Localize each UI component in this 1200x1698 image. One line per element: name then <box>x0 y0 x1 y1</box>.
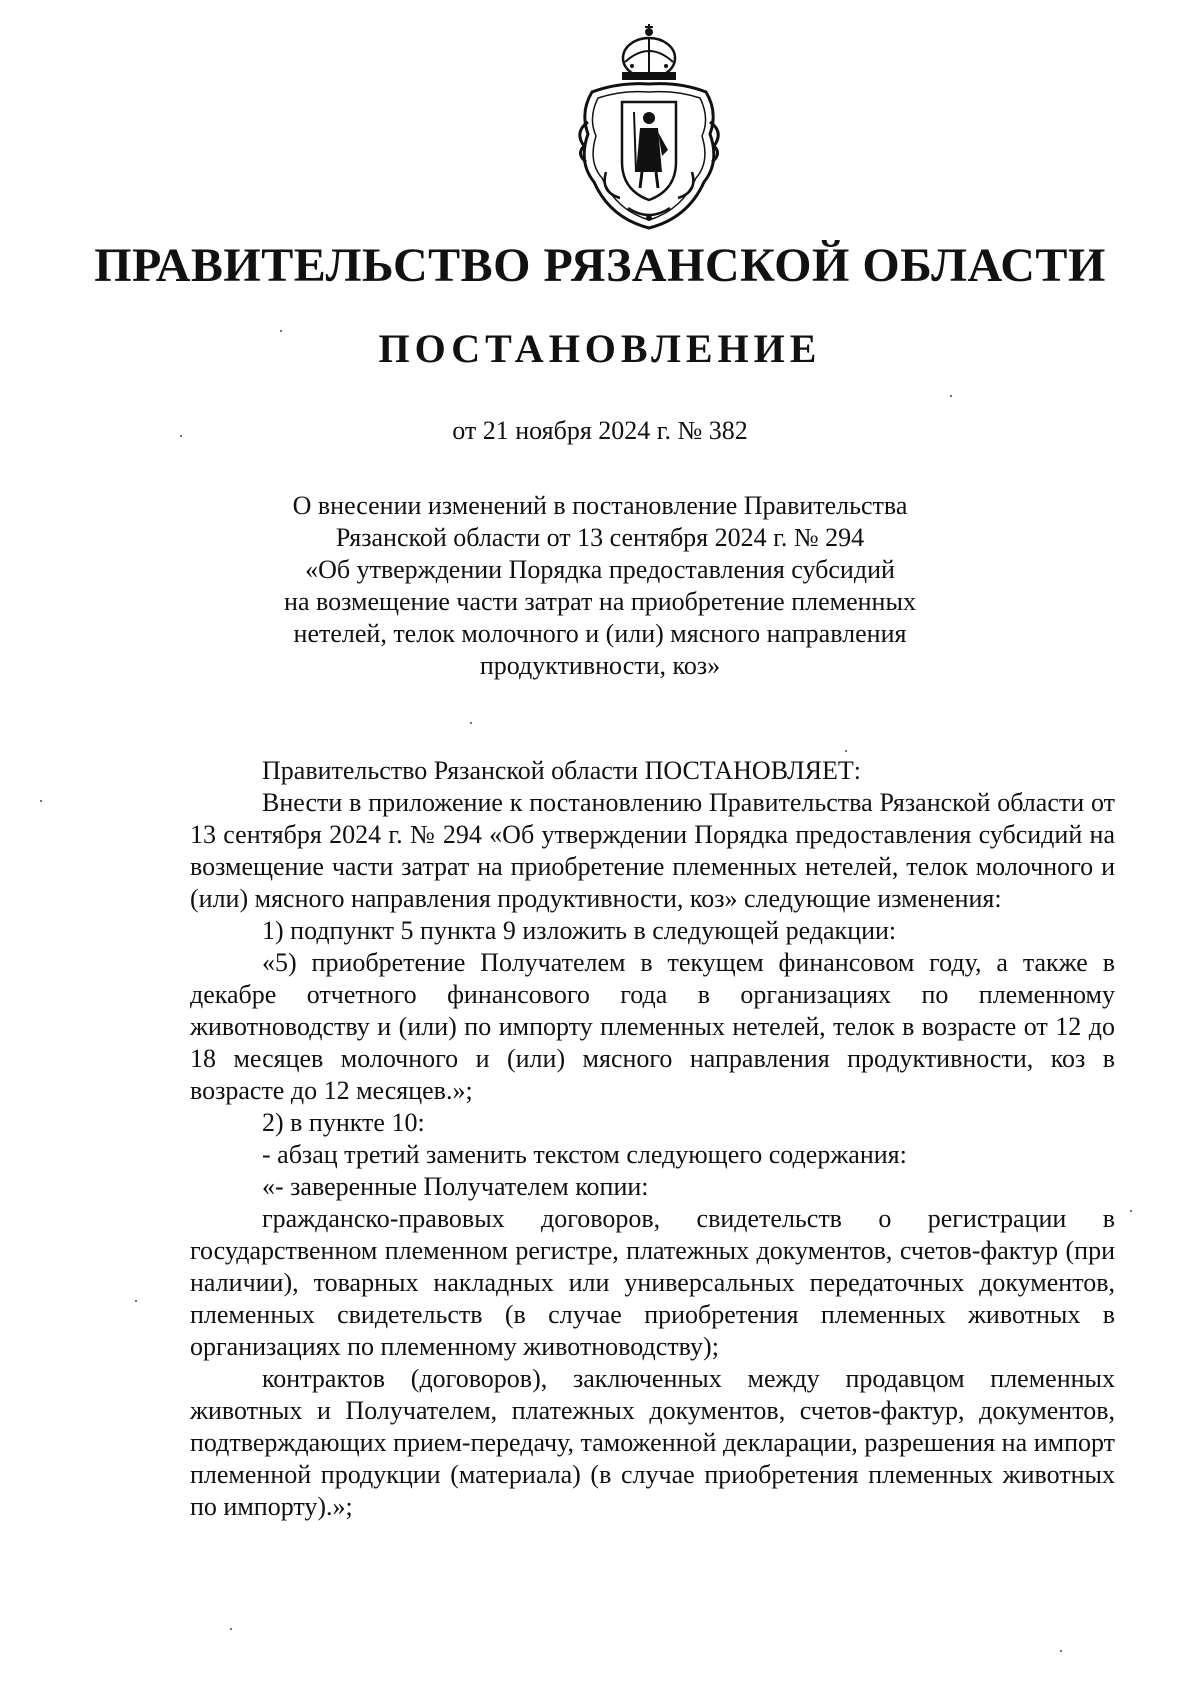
subject-line: Рязанской области от 13 сентября 2024 г. № 294 <box>335 523 865 552</box>
scan-speck <box>135 1300 137 1302</box>
document-subject <box>250 490 950 682</box>
subject-line: продуктивности, коз» <box>479 651 721 680</box>
scan-speck <box>180 435 182 437</box>
document-type: ПОСТАНОВЛЕНИЕ <box>378 326 822 371</box>
scan-speck <box>40 800 42 802</box>
body-paragraph: гражданско-правовых договоров, свидетельств о регистрации в государственном племенном регистре, платежных документов, счетов-фактур (при наличии), товарных накладных или универсальных передаточных документов, племенных свидетельств (в случае приобретения племенных животных в организациях по племенному животноводству); <box>190 1204 1115 1361</box>
document-body <box>190 755 1115 1523</box>
body-paragraph: 2) в пункте 10: <box>262 1108 425 1137</box>
coat-of-arms-icon <box>570 22 728 232</box>
scan-speck <box>1060 1650 1062 1652</box>
subject-line: нетелей, телок молочного и (или) мясного направления <box>293 619 907 648</box>
government-title: ПРАВИТЕЛЬСТВО РЯЗАНСКОЙ ОБЛАСТИ <box>94 239 1106 292</box>
subject-line: «Об утверждении Порядка предоставления субсидий <box>305 555 895 584</box>
crown-icon <box>622 24 676 80</box>
scan-speck <box>230 1628 232 1630</box>
subject-line: О внесении изменений в постановление Правительства <box>292 491 908 520</box>
subject-line: на возмещение части затрат на приобретение племенных <box>284 587 916 616</box>
body-paragraph: «- заверенные Получателем копии: <box>262 1172 649 1201</box>
body-paragraph: контрактов (договоров), заключенных между продавцом племенных животных и Получателем, платежных документов, счетов-фактур, документов, подтверждающих прием-передачу, таможенной декларации, разрешения на импорт племенной продукции (материала) (в случае приобретения племенных животных по импорту).»; <box>190 1364 1115 1521</box>
prince-figure-icon <box>634 112 668 188</box>
scan-speck <box>845 750 847 752</box>
body-paragraph: 1) подпункт 5 пункта 9 изложить в следующей редакции: <box>262 916 897 945</box>
scan-speck <box>470 722 472 724</box>
scan-speck <box>280 330 282 332</box>
resolution-preamble: Правительство Рязанской области ПОСТАНОВЛЯЕТ: <box>262 756 862 785</box>
body-paragraph: Внести в приложение к постановлению Правительства Рязанской области от 13 сентября 2024 г. № 294 «Об утверждении Порядка предоставления субсидий на возмещение части затрат на приобретение племенных нетелей, телок молочного и (или) мясного направления продуктивности, коз» следующие изменения: <box>190 788 1115 913</box>
scan-speck <box>1130 1210 1132 1212</box>
scan-speck <box>950 395 952 397</box>
body-paragraph: - абзац третий заменить текстом следующего содержания: <box>262 1140 907 1169</box>
document-date-number: от 21 ноября 2024 г. № 382 <box>452 416 748 445</box>
body-paragraph: «5) приобретение Получателем в текущем финансовом году, а также в декабре отчетного финансового года в организациях по племенному животноводству и (или) по импорту племенных нетелей, телок в возрасте от 12 до 18 месяцев молочного и (или) мясного направления продуктивности, коз в возрасте до 12 месяцев.»; <box>190 948 1115 1105</box>
